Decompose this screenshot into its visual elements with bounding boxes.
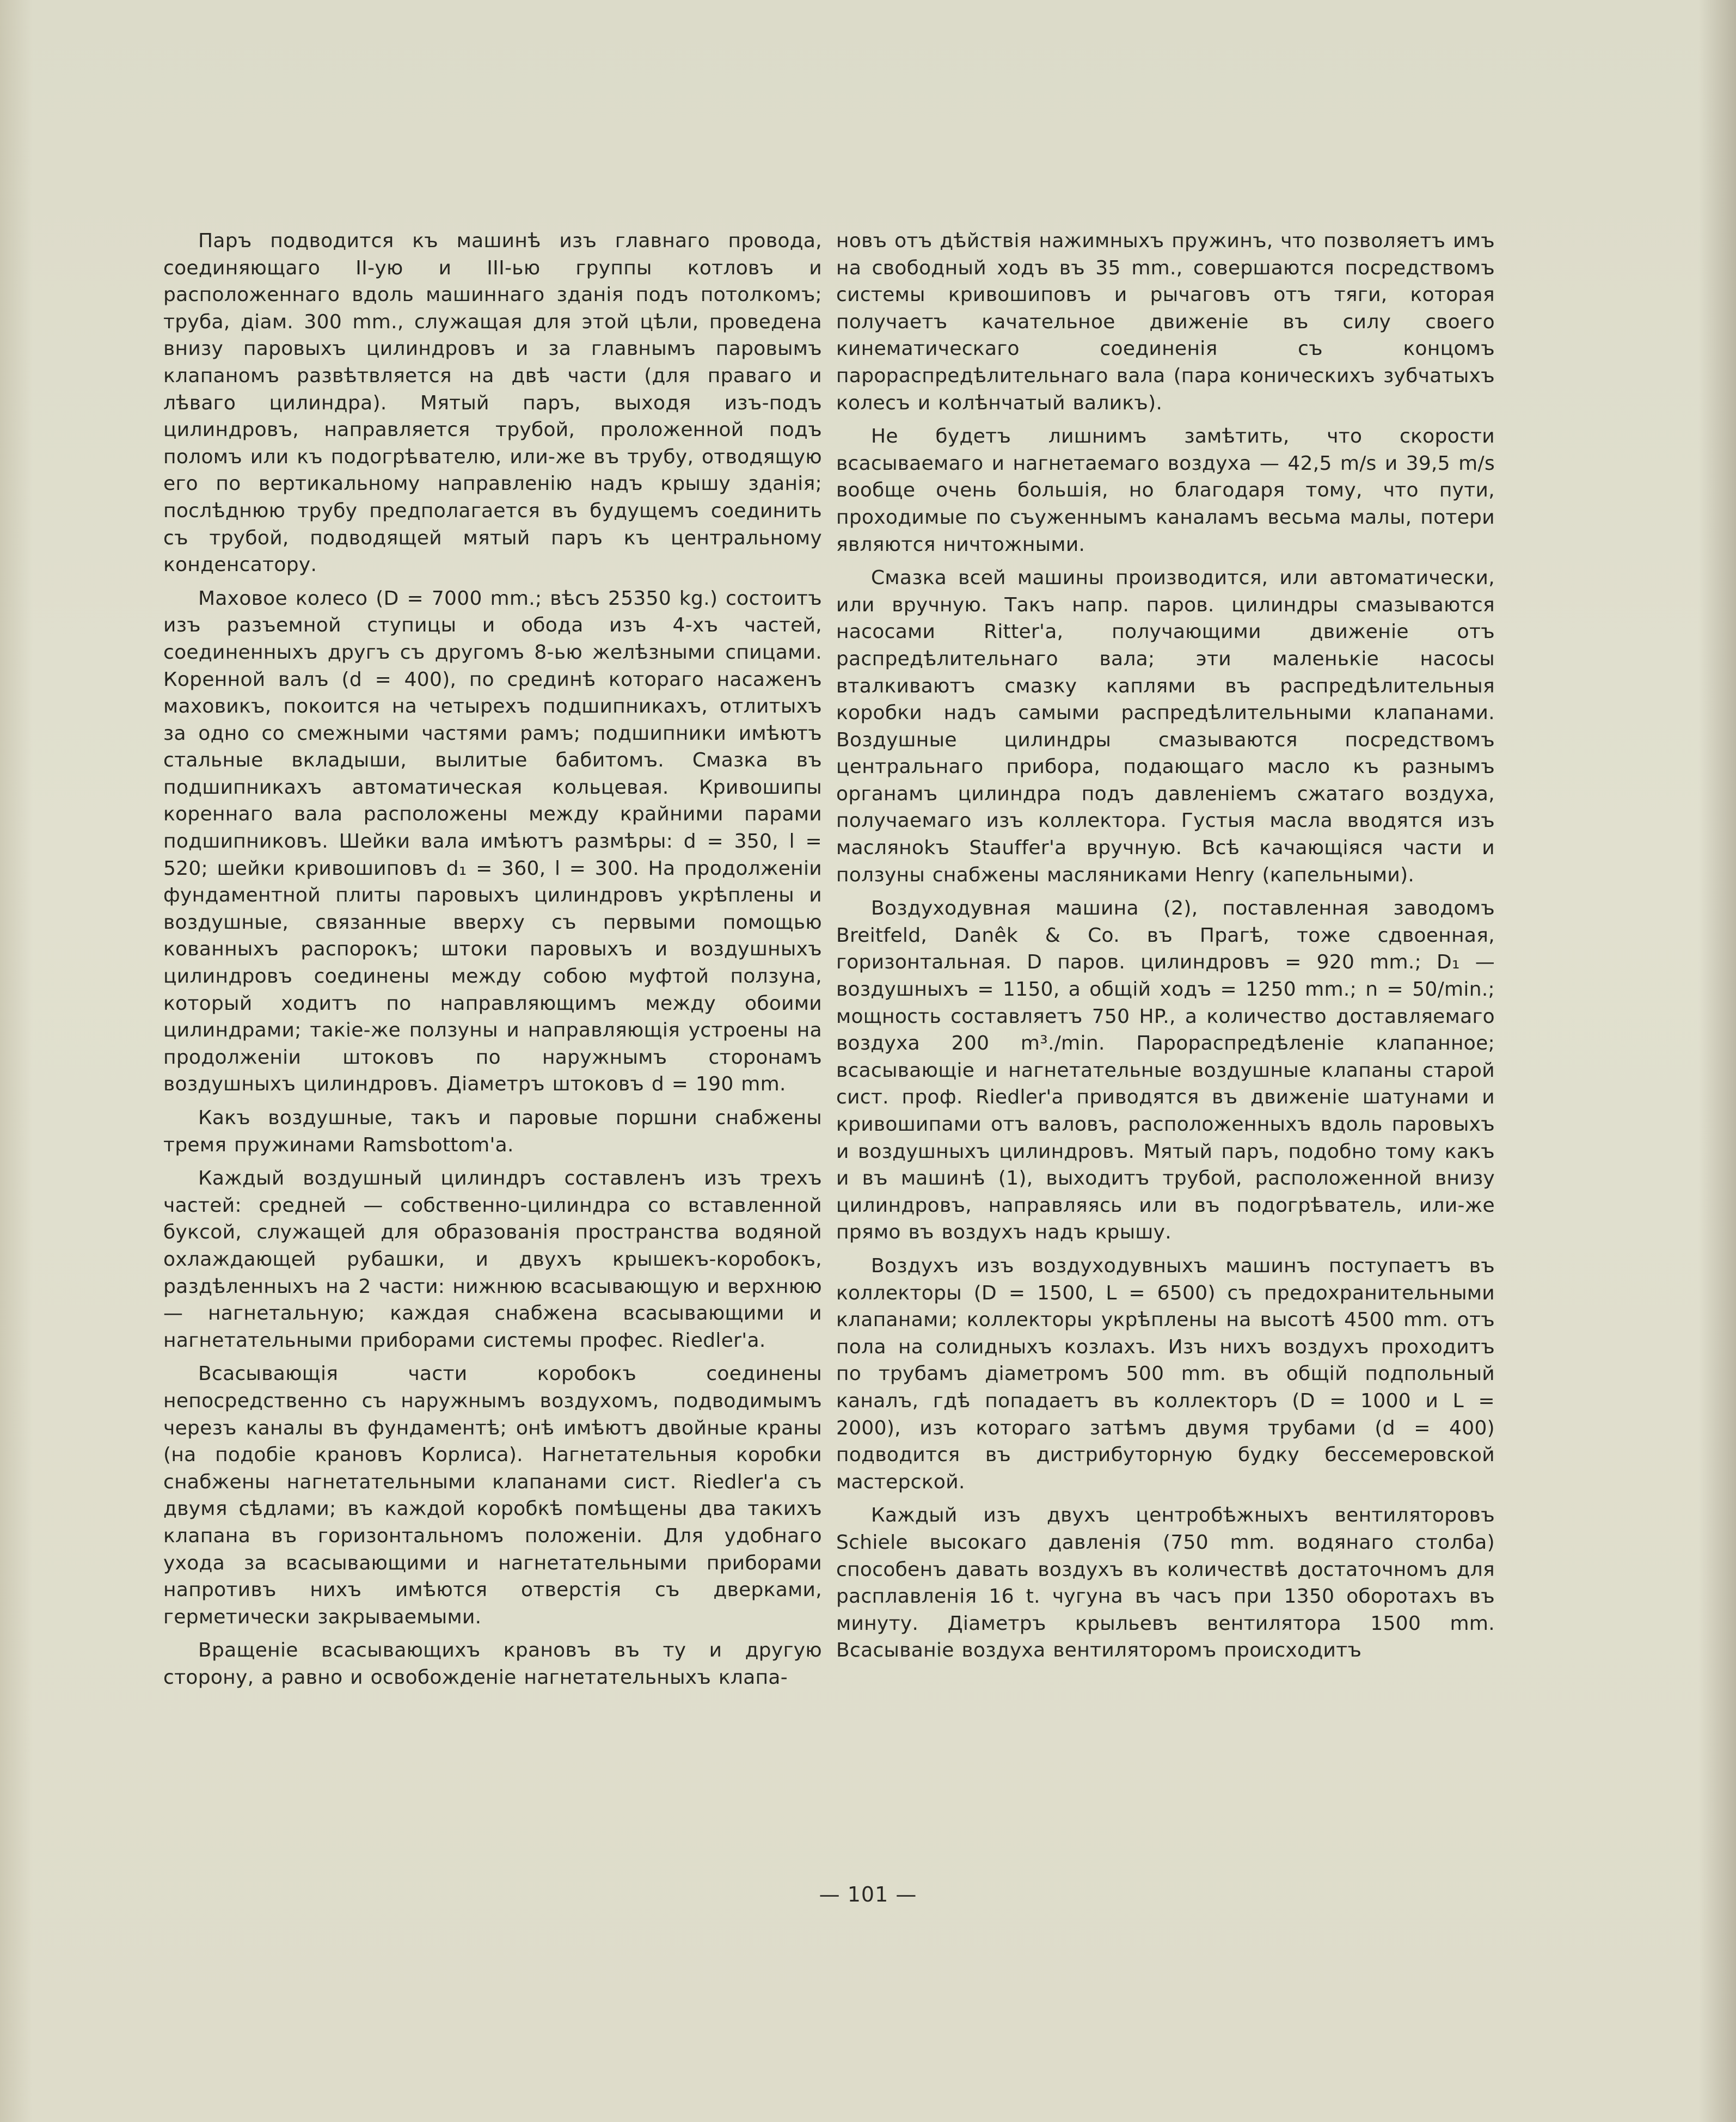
page-number: — 101 — <box>819 1882 917 1906</box>
paragraph: Воздухъ изъ воздуходувныхъ машинъ поступаетъ въ коллекторы (D = 1500, L = 6500) съ предохранительными клапанами; коллекторы укрѣплены на высотѣ 4500 mm. отъ пола на солидныхъ козлахъ. Изъ нихъ воздухъ проходитъ по трубамъ діаметромъ 500 mm. въ общій подпольный каналъ, гдѣ попадаетъ въ коллекторъ (D = 1000 и L = 2000), изъ котораго затѣмъ двумя трубами (d = 400) подводится въ дистрибуторную будку бессемеровской мастерской. <box>836 1254 1495 1493</box>
paragraph: Каждый изъ двухъ центробѣжныхъ вентиляторовъ Schiele высокаго давленія (750 mm. водянаго столба) способенъ давать воздухъ въ количествѣ достаточномъ для расплавленія 16 t. чугуна въ часъ при 1350 оборотахъ въ минуту. Діаметръ крыльевъ вентилятора 1500 mm. Всасываніе воздуха вентиляторомъ происходитъ <box>836 1504 1495 1662</box>
paragraph: Каждый воздушный цилиндръ составленъ изъ трехъ частей: средней — собственно-цилиндра со вставленной буксой, служащей для образованія пространства водяной охлаждающей рубашки, и двухъ крышекъ-коробокъ, раздѣленныхъ на 2 части: нижнюю всасывающую и верхнюю — нагнетальную; каждая снабжена всасывающими и нагнетательными приборами системы профес. Riedler'a. <box>163 1167 822 1352</box>
paragraph: Смазка всей машины производится, или автоматически, или вручную. Такъ напр. паров. цилиндры смазываются насосами Ritter'a, получающими движеніе отъ распредѣлительнаго вала; эти маленькіе насосы вталкиваютъ смазку каплями въ распредѣлительныя коробки надъ самыми распредѣлительными клапанами. Воздушные цилиндры смазываются посредствомъ центральнаго прибора, подающаго масло къ разнымъ органамъ цилиндра подъ давленіемъ сжатаго воздуха, получаемаго изъ коллектора. Густыя масла вводятся изъ масляноkъ Stauffer'a вручную. Всѣ качающіяся части и ползуны снабжены масляниками Henry (капельными). <box>836 567 1495 886</box>
right-text-column <box>836 228 1495 1671</box>
paragraph: новъ отъ дѣйствія нажимныхъ пружинъ, что позволяетъ имъ на свободный ходъ въ 35 mm., совершаются посредствомъ системы кривошиповъ и рычаговъ отъ тяги, которая получаетъ качательное движеніе въ силу своего кинематическаго соединенія съ концомъ парораспредѣлительнаго вала (пара коническихъ зубчатыхъ колесъ и колѣнчатый валикъ). <box>836 230 1495 414</box>
paragraph: Воздуходувная машина (2), поставленная заводомъ Breitfeld, Danêk & Co. въ Прагѣ, тоже сдвоенная, горизонтальная. D паров. цилиндровъ = 920 mm.; D₁ — воздушныхъ = 1150, а общій ходъ = 1250 mm.; n = 50/min.; мощность составляетъ 750 HP., а количество доставляемаго воздуха 200 m³./min. Парораспредѣленіе клапанное; всасывающіе и нагнетательные воздушные клапаны старой сист. проф. Riedler'a приводятся въ движеніе шатунами и кривошипами отъ валовъ, расположенныхъ вдоль паровыхъ и воздушныхъ цилиндровъ. Мятый паръ, подобно тому какъ и въ машинѣ (1), выходитъ трубой, расположенной внизу цилиндровъ, направляясь или въ подогрѣватель, или-же прямо въ воздухъ надъ крышу. <box>836 897 1495 1244</box>
paragraph: Не будетъ лишнимъ замѣтить, что скорости всасываемаго и нагнетаемаго воздуха — 42,5 m/s и 39,5 m/s вообще очень большія, но благодаря тому, что пути, проходимые по съуженнымъ каналамъ весьма малы, потери являются ничтожными. <box>836 425 1495 556</box>
paragraph: Вращеніе всасывающихъ крановъ въ ту и другую сторону, а равно и освобожденіе нагнетательныхъ клапа- <box>163 1639 822 1689</box>
paragraph: Какъ воздушные, такъ и паровые поршни снабжены тремя пружинами Ramsbottom'a. <box>163 1107 822 1156</box>
left-text-column <box>163 228 822 1697</box>
paragraph: Всасывающія части коробокъ соединены непосредственно съ наружнымъ воздухомъ, подводимымъ черезъ каналы въ фундаментѣ; онѣ имѣютъ двойные краны (на подобіе крановъ Корлиса). Нагнетательныя коробки снабжены нагнетательными клапанами сист. Riedler'a съ двумя сѣдлами; въ каждой коробкѣ помѣщены два такихъ клапана въ горизонтальномъ положеніи. Для удобнаго ухода за всасывающими и нагнетательными приборами напротивъ нихъ имѣются отверстія съ дверками, герметически закрываемыми. <box>163 1363 822 1628</box>
paragraph: Паръ подводится къ машинѣ изъ главнаго провода, соединяющаго II-ую и III-ью группы котловъ и расположеннаго вдоль машиннаго зданія подъ потолкомъ; труба, діам. 300 mm., служащая для этой цѣли, проведена внизу паровыхъ цилиндровъ и за главнымъ паровымъ клапаномъ развѣтвляется на двѣ части (для праваго и лѣваго цилиндра). Мятый паръ, выходя изъ-подъ цилиндровъ, направляется трубой, проложенной подъ поломъ или къ подогрѣвателю, или-же въ трубу, отводящую его по вертикальному направленію надъ крышу зданія; послѣднюю трубу предполагается въ будущемъ соединить съ трубой, подводящей мятый паръ къ центральному конденсатору. <box>163 230 822 577</box>
paragraph: Маховое колесо (D = 7000 mm.; вѣсъ 25350 kg.) состоитъ изъ разъемной ступицы и обода изъ 4-хъ частей, соединенныхъ другъ съ другомъ 8-ью желѣзными спицами. Коренной валъ (d = 400), по срединѣ котораго насаженъ маховикъ, покоится на четырехъ подшипникахъ, отлитыхъ за одно со смежными частями рамъ; подшипники имѣютъ стальные вкладыши, вылитые бабитомъ. Смазка въ подшипникахъ автоматическая кольцевая. Кривошипы кореннаго вала расположены между крайними парами подшипниковъ. Шейки вала имѣютъ размѣры: d = 350, l = 520; шейки кривошиповъ d₁ = 360, l = 300. На продолженіи фундаментной плиты паровыхъ цилиндровъ укрѣплены и воздушные, связанные вверху съ первыми помощью кованныхъ распорокъ; штоки паровыхъ и воздушныхъ цилиндровъ соединены между собою муфтой ползуна, который ходитъ по направляющимъ между обоими цилиндрами; такіе-же ползуны и направляющія устроены на продолженіи штоковъ по наружнымъ сторонамъ воздушныхъ цилиндровъ. Діаметръ штоковъ d = 190 mm. <box>163 587 822 1096</box>
